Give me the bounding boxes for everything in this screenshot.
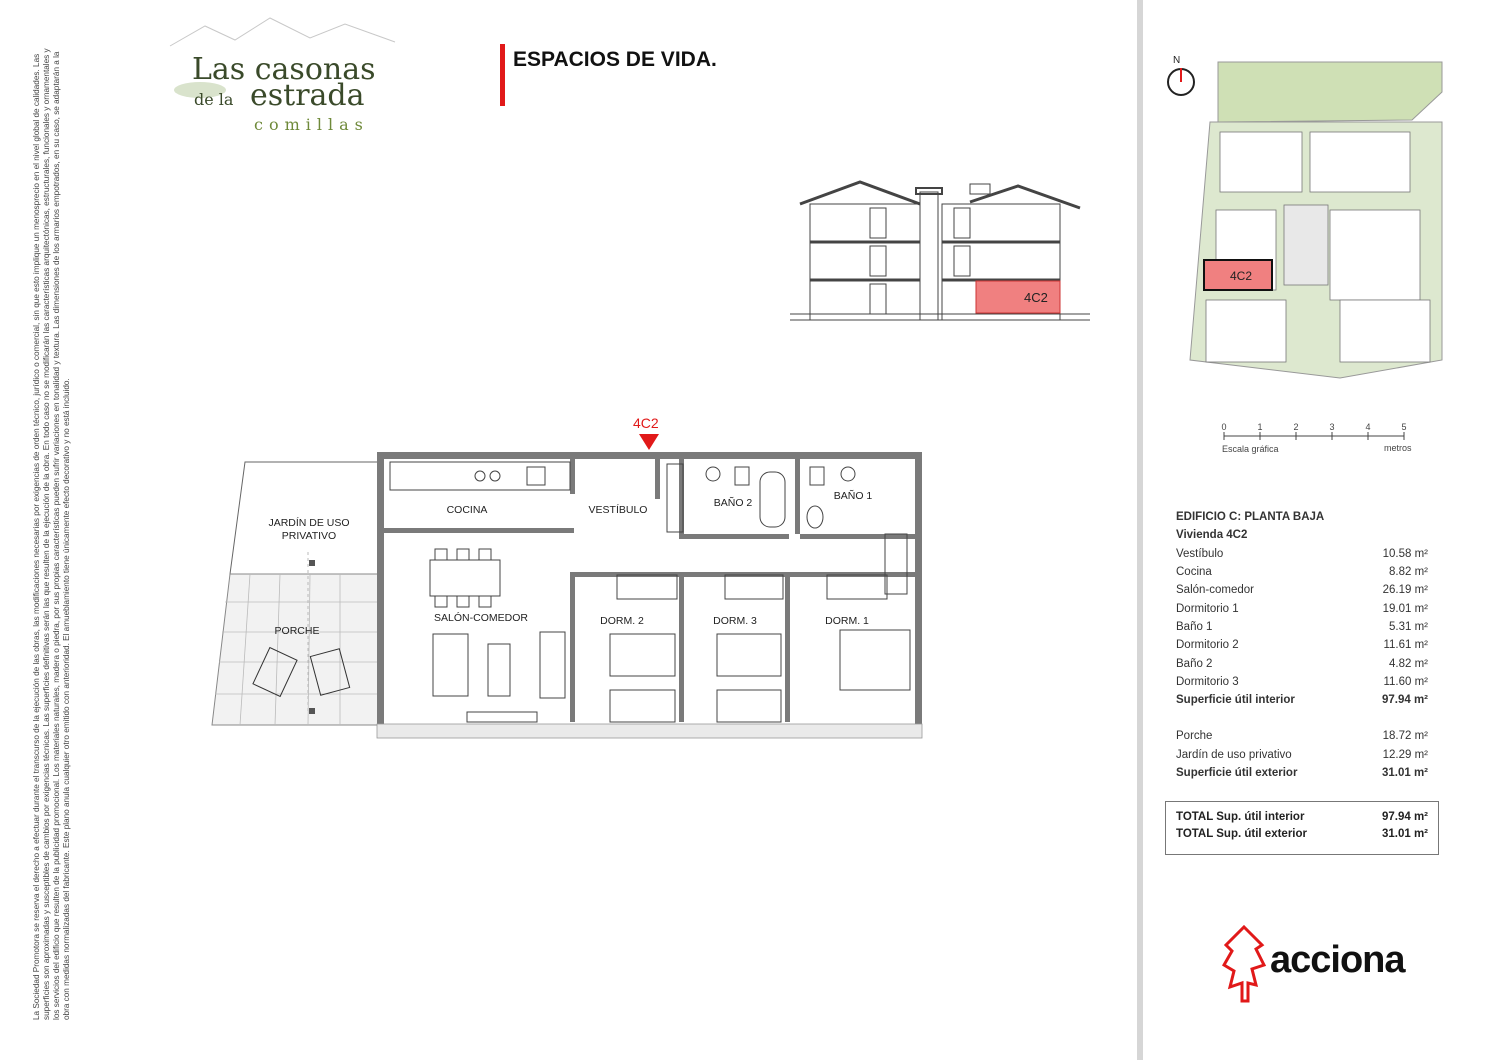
scale-tick-3: 3 bbox=[1329, 422, 1335, 432]
site-unit-label: 4C2 bbox=[1230, 269, 1253, 283]
table-row: Dormitorio 1 19.01 m² bbox=[1176, 602, 1428, 615]
project-logo bbox=[160, 12, 400, 138]
room-label-dorm3: DORM. 3 bbox=[713, 615, 757, 627]
room-label-jardin-1: JARDÍN DE USO bbox=[268, 517, 350, 529]
room-label-dorm1: DORM. 1 bbox=[825, 615, 869, 627]
room-label-dorm2: DORM. 2 bbox=[600, 615, 644, 627]
logo-de-la: de la bbox=[194, 90, 234, 109]
table-row: Vestíbulo 10.58 m² bbox=[1176, 547, 1428, 560]
acciona-tree-icon bbox=[1222, 925, 1268, 1005]
total-row: TOTAL Sup. útil exterior 31.01 m² bbox=[1176, 827, 1428, 840]
scale-tick-2: 2 bbox=[1293, 422, 1299, 432]
exterior-total-row: Superficie útil exterior 31.01 m² bbox=[1176, 767, 1428, 779]
scale-tick-5: 5 bbox=[1401, 422, 1407, 432]
room-label-cocina: COCINA bbox=[446, 504, 488, 516]
interior-total-row: Superficie útil interior 97.94 m² bbox=[1176, 694, 1428, 707]
logo-line-1: Las casonas bbox=[192, 52, 376, 87]
compass-north-label: N bbox=[1173, 55, 1181, 66]
entrance-arrow-icon bbox=[639, 434, 659, 450]
total-row: TOTAL Sup. útil interior 97.94 m² bbox=[1176, 810, 1428, 823]
table-row: Baño 2 4.82 m² bbox=[1176, 657, 1428, 670]
scale-tick-0: 0 bbox=[1221, 422, 1227, 432]
site-plan bbox=[1180, 60, 1448, 382]
scale-tick-1: 1 bbox=[1257, 422, 1263, 432]
acciona-wordmark: acciona bbox=[1270, 939, 1405, 981]
room-label-porche: PORCHE bbox=[274, 625, 320, 637]
table-row: Jardín de uso privativo 12.29 m² bbox=[1176, 748, 1428, 761]
table-heading: EDIFICIO C: PLANTA BAJA bbox=[1176, 511, 1325, 524]
porch-paving bbox=[212, 552, 378, 725]
table-row: Salón-comedor 26.19 m² bbox=[1176, 584, 1428, 597]
room-label-salon: SALÓN-COMEDOR bbox=[434, 612, 528, 624]
page-title: ESPACIOS DE VIDA. bbox=[513, 48, 717, 71]
table-row: Dormitorio 3 11.60 m² bbox=[1176, 675, 1428, 688]
scale-unit: metros bbox=[1384, 443, 1412, 453]
building-section bbox=[790, 178, 1090, 342]
table-row: Cocina 8.82 m² bbox=[1176, 566, 1428, 579]
totals-box bbox=[1165, 801, 1439, 855]
table-row: Porche 18.72 m² bbox=[1176, 730, 1428, 743]
panel-divider bbox=[1137, 0, 1143, 1060]
table-row: Dormitorio 2 11.61 m² bbox=[1176, 639, 1428, 652]
floor-plan bbox=[205, 412, 935, 747]
logo-line-2: estrada bbox=[250, 78, 365, 113]
graphic-scale bbox=[1220, 420, 1420, 460]
room-label-vestibulo: VESTÍBULO bbox=[588, 504, 648, 516]
entrance-unit-label: 4C2 bbox=[633, 415, 659, 431]
room-label-bano2: BAÑO 2 bbox=[713, 497, 753, 509]
table-unit: Vivienda 4C2 bbox=[1176, 529, 1248, 542]
logo-line-3: comillas bbox=[254, 115, 369, 134]
acciona-logo bbox=[1222, 925, 1422, 1005]
section-unit-label: 4C2 bbox=[1024, 290, 1048, 305]
surfaces-table bbox=[1176, 508, 1428, 782]
legal-disclaimer: La Sociedad Promotora se reserva el derecho a efectuar durante el transcurso de la ejecución de las obras, las modificaciones necesarias por exigencias de orden técnico, jurídico o comercial, sin que esto implique un menosprecio en el nivel global de calidades. Las superficies son aproximadas y susceptibles de cambios por exigencias técnicas. Las superficies definitivas serán las que resulten de la ejecución de la obra. En todo caso no se modificarán las características arquitectónicas, estructurales, funcionales y ornamentales y los servicios del edificio que resulten de la publicidad promocional. Los materiales naturales, madera o piedra, por sus propias características pueden sufrir variaciones en tonalidad y textura. Las dimensiones de los armarios empotrados, en su caso, se adaptarán a la obra con medidas normalizadas del fabricante. Este plano anula cualquier otro emitido con anterioridad. El amueblamiento tiene únicamente efecto decorativo y no está incluido. bbox=[32, 48, 71, 1020]
scale-label: Escala gráfica bbox=[1222, 444, 1279, 454]
title-accent-bar bbox=[500, 44, 505, 106]
room-label-bano1: BAÑO 1 bbox=[833, 490, 873, 502]
scale-tick-4: 4 bbox=[1365, 422, 1371, 432]
room-label-jardin-2: PRIVATIVO bbox=[281, 530, 337, 542]
table-row: Baño 1 5.31 m² bbox=[1176, 620, 1428, 633]
